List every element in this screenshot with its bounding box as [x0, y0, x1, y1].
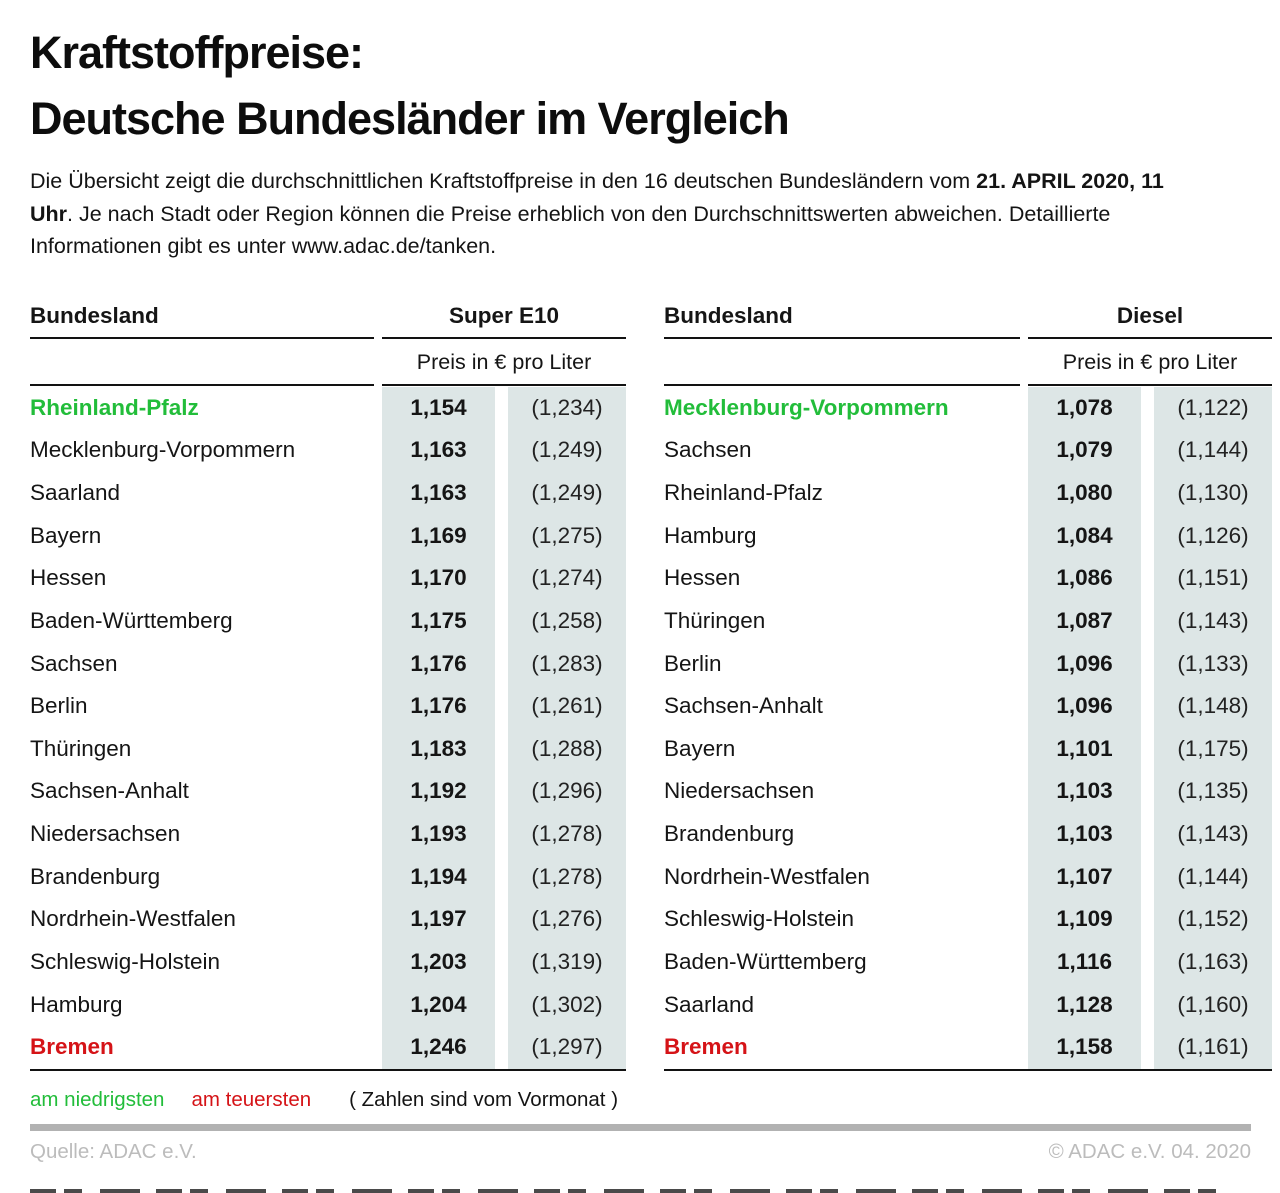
table-super-e10-subheader [30, 340, 626, 384]
table-super-e10-header [30, 301, 626, 337]
state-name: Sachsen-Anhalt [664, 693, 823, 719]
price-previous: (1,319) [508, 941, 626, 984]
legend [30, 1088, 1252, 1112]
state-name: Rheinland-Pfalz [664, 480, 823, 506]
price-previous: (1,126) [1154, 514, 1272, 557]
state-name: Thüringen [30, 735, 132, 761]
footer-divider [30, 1124, 1251, 1131]
state-name: Hamburg [664, 522, 757, 548]
state-name: Brandenburg [30, 863, 161, 889]
state-name: Hamburg [30, 991, 123, 1017]
price-previous: (1,175) [1154, 728, 1272, 771]
state-name: Schleswig-Holstein [30, 948, 221, 974]
price-previous: (1,143) [1154, 813, 1272, 856]
page-title-line2: Deutsche Bundesländer im Vergleich [30, 93, 789, 144]
price-previous: (1,276) [508, 898, 626, 941]
state-name: Hessen [664, 565, 741, 591]
price-current: 1,103 [1028, 813, 1141, 856]
price-previous: (1,163) [1154, 941, 1272, 984]
price-previous: (1,249) [508, 472, 626, 515]
legend-highest-label: am teuersten [191, 1087, 312, 1111]
price-previous: (1,296) [508, 770, 626, 813]
price-current: 1,204 [382, 983, 495, 1026]
price-current: 1,080 [1028, 472, 1141, 515]
state-name: Brandenburg [664, 821, 795, 847]
column-header-diesel: Diesel [1116, 302, 1184, 328]
price-current: 1,109 [1028, 898, 1141, 941]
price-current: 1,192 [382, 770, 495, 813]
price-previous: (1,122) [1154, 387, 1272, 430]
price-previous: (1,288) [508, 728, 626, 771]
price-current: 1,197 [382, 898, 495, 941]
state-name: Thüringen [664, 607, 766, 633]
price-current: 1,163 [382, 472, 495, 515]
column-header-unit: Preis in € pro Liter [1062, 349, 1238, 374]
price-current: 1,103 [1028, 770, 1141, 813]
table-super-e10-rows [30, 387, 626, 1069]
price-current: 1,183 [382, 728, 495, 771]
price-current: 1,079 [1028, 429, 1141, 472]
price-current: 1,170 [382, 557, 495, 600]
state-name: Mecklenburg-Vorpommern [30, 437, 296, 463]
footer [30, 1140, 1251, 1164]
price-previous: (1,258) [508, 600, 626, 643]
price-current: 1,176 [382, 685, 495, 728]
column-header-unit: Preis in € pro Liter [416, 349, 592, 374]
price-current: 1,203 [382, 941, 495, 984]
price-tables [30, 301, 1252, 1071]
price-current: 1,176 [382, 642, 495, 685]
price-previous: (1,278) [508, 855, 626, 898]
state-name: Rheinland-Pfalz [30, 394, 199, 420]
state-name: Baden-Württemberg [664, 948, 867, 974]
state-name: Berlin [664, 650, 722, 676]
price-current: 1,193 [382, 813, 495, 856]
state-name: Sachsen [664, 437, 752, 463]
state-name: Bayern [664, 735, 736, 761]
table-bottom-rule [30, 1069, 626, 1071]
column-header-bundesland: Bundesland [30, 302, 159, 328]
price-current: 1,246 [382, 1026, 495, 1069]
footer-source: Quelle: ADAC e.V. [30, 1139, 197, 1163]
price-previous: (1,151) [1154, 557, 1272, 600]
state-name: Sachsen-Anhalt [30, 778, 189, 804]
table-diesel [664, 301, 1272, 1071]
state-name: Bremen [30, 1034, 114, 1060]
state-name: Saarland [30, 480, 121, 506]
cropped-bottom-text-strip [30, 1189, 1220, 1193]
price-current: 1,078 [1028, 387, 1141, 430]
price-current: 1,096 [1028, 685, 1141, 728]
price-current: 1,084 [1028, 514, 1141, 557]
price-previous: (1,302) [508, 983, 626, 1026]
intro-date: 21. APRIL 2020, 11 Uhr [30, 169, 1164, 226]
price-previous: (1,261) [508, 685, 626, 728]
price-current: 1,096 [1028, 642, 1141, 685]
price-previous: (1,161) [1154, 1026, 1272, 1069]
price-current: 1,086 [1028, 557, 1141, 600]
footer-copyright: © ADAC e.V. 04. 2020 [1048, 1139, 1251, 1163]
state-name: Saarland [664, 991, 755, 1017]
price-previous: (1,144) [1154, 429, 1272, 472]
table-diesel-header [664, 301, 1272, 337]
page-title-line1: Kraftstoffpreise: [30, 27, 364, 78]
state-name: Niedersachsen [30, 821, 181, 847]
price-previous: (1,297) [508, 1026, 626, 1069]
intro-paragraph [30, 165, 1205, 263]
state-name: Baden-Württemberg [30, 607, 233, 633]
price-previous: (1,234) [508, 387, 626, 430]
state-name: Nordrhein-Westfalen [664, 863, 870, 889]
price-previous: (1,148) [1154, 685, 1272, 728]
intro-text-after: . Je nach Stadt oder Region können die Preise erheblich von den Durchschnittswerten abweichen. Detaillierte Informationen gibt es unter www.adac.de/tanken. [30, 201, 1111, 258]
price-current: 1,158 [1028, 1026, 1141, 1069]
state-name: Berlin [30, 693, 88, 719]
price-current: 1,169 [382, 514, 495, 557]
column-header-super-e10: Super E10 [448, 302, 560, 328]
price-previous: (1,135) [1154, 770, 1272, 813]
price-previous: (1,275) [508, 514, 626, 557]
price-previous: (1,160) [1154, 983, 1272, 1026]
infographic [0, 20, 1280, 1164]
price-current: 1,154 [382, 387, 495, 430]
state-name: Hessen [30, 565, 107, 591]
state-name: Nordrhein-Westfalen [30, 906, 236, 932]
price-current: 1,107 [1028, 855, 1141, 898]
price-previous: (1,143) [1154, 600, 1272, 643]
intro-text-before: Die Übersicht zeigt die durchschnittlichen Kraftstoffpreise in den 16 deutschen Bundesländern vom [30, 169, 977, 193]
legend-lowest-label: am niedrigsten [30, 1087, 165, 1111]
state-name: Bayern [30, 522, 102, 548]
price-previous: (1,283) [508, 642, 626, 685]
price-previous: (1,152) [1154, 898, 1272, 941]
state-name: Niedersachsen [664, 778, 815, 804]
price-current: 1,175 [382, 600, 495, 643]
column-header-bundesland: Bundesland [664, 302, 793, 328]
table-super-e10 [30, 301, 626, 1071]
price-current: 1,128 [1028, 983, 1141, 1026]
legend-note: ( Zahlen sind vom Vormonat ) [349, 1087, 619, 1111]
header-rule [30, 337, 626, 340]
price-previous: (1,278) [508, 813, 626, 856]
state-name: Mecklenburg-Vorpommern [664, 394, 949, 420]
table-diesel-rows [664, 387, 1272, 1069]
page-title [30, 20, 1252, 152]
price-previous: (1,144) [1154, 855, 1272, 898]
table-bottom-rule [664, 1069, 1272, 1071]
state-name: Sachsen [30, 650, 118, 676]
price-current: 1,116 [1028, 941, 1141, 984]
state-name: Schleswig-Holstein [664, 906, 855, 932]
price-previous: (1,130) [1154, 472, 1272, 515]
table-diesel-subheader [664, 340, 1272, 384]
state-name: Bremen [664, 1034, 748, 1060]
header-rule [664, 337, 1272, 340]
price-previous: (1,133) [1154, 642, 1272, 685]
price-current: 1,087 [1028, 600, 1141, 643]
price-current: 1,101 [1028, 728, 1141, 771]
price-current: 1,163 [382, 429, 495, 472]
price-previous: (1,274) [508, 557, 626, 600]
price-previous: (1,249) [508, 429, 626, 472]
price-current: 1,194 [382, 855, 495, 898]
